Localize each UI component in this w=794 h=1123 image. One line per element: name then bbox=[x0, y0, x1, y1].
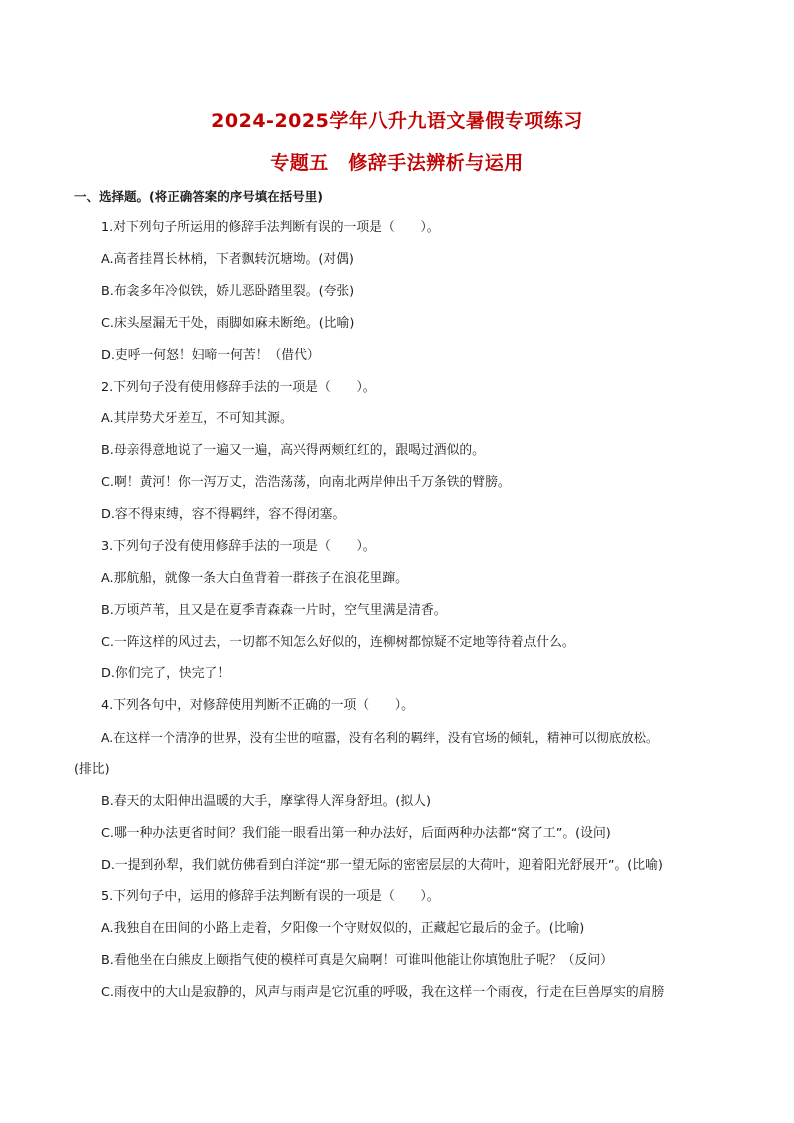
question-4-option-d: D.一提到孙犁，我们就仿佛看到白洋淀“那一望无际的密密层层的大荷叶，迎着阳光舒展开”。(比喻) bbox=[101, 858, 663, 873]
question-5-option-a: A.我独自在田间的小路上走着，夕阳像一个守财奴似的，正藏起它最后的金子。(比喻) bbox=[101, 921, 585, 936]
question-4-option-a: A.在这样一个清净的世界，没有尘世的喧嚣，没有名利的羁绊，没有官场的倾轧，精神可以彻底放松。 bbox=[101, 730, 659, 745]
question-5-option-c: C.雨夜中的大山是寂静的，风声与雨声是它沉重的呼吸，我在这样一个雨夜，行走在巨兽厚实的肩膀 bbox=[101, 985, 665, 1000]
page-subtitle: 专题五 修辞手法辨析与运用 bbox=[270, 152, 524, 174]
question-5-option-b: B.看他坐在白熊皮上颐指气使的模样可真是欠扁啊！可谁叫他能让你填饱肚子呢？（反问） bbox=[101, 953, 613, 968]
question-4-option-b: B.春天的太阳伸出温暖的大手，摩挲得人浑身舒坦。(拟人) bbox=[101, 794, 431, 809]
question-1: 1.对下列句子所运用的修辞手法判断有误的一项是（ ）。 bbox=[101, 220, 440, 235]
question-3: 3.下列句子没有使用修辞手法的一项是（ ）。 bbox=[101, 539, 376, 554]
page-title: 2024-2025学年八升九语文暑假专项练习 bbox=[211, 110, 583, 132]
question-1-option-d: D.吏呼一何怒！妇啼一何苦！（借代） bbox=[101, 348, 320, 363]
question-4: 4.下列各句中，对修辞使用判断不正确的一项（ ）。 bbox=[101, 698, 414, 713]
question-3-option-a: A.那航船，就像一条大白鱼背着一群孩子在浪花里蹿。 bbox=[101, 571, 408, 586]
question-4-option-a-continued: (排比) bbox=[74, 762, 110, 777]
question-3-option-b: B.万顷芦苇，且又是在夏季青森森一片时，空气里满是清香。 bbox=[101, 603, 447, 618]
question-4-option-c: C.哪一种办法更省时间？我们能一眼看出第一种办法好，后面两种办法都“窝了工”。(设问) bbox=[101, 826, 611, 841]
question-1-option-b: B.布衾多年冷似铁，娇儿恶卧踏里裂。(夸张) bbox=[101, 284, 355, 299]
question-3-option-d: D.你们完了，快完了！ bbox=[101, 666, 231, 681]
question-1-option-a: A.高者挂罥长林梢，下者飘转沉塘坳。(对偶) bbox=[101, 252, 354, 267]
question-2-option-c: C.啊！黄河！你一泻万丈，浩浩荡荡，向南北两岸伸出千万条铁的臂膀。 bbox=[101, 475, 511, 490]
section-heading: 一、选择题。(将正确答案的序号填在括号里) bbox=[74, 189, 323, 204]
question-2: 2.下列句子没有使用修辞手法的一项是（ ）。 bbox=[101, 380, 376, 395]
question-2-option-a: A.其岸势犬牙差互，不可知其源。 bbox=[101, 411, 293, 426]
question-2-option-d: D.容不得束缚，容不得羁绊，容不得闭塞。 bbox=[101, 507, 346, 522]
question-5: 5.下列句子中，运用的修辞手法判断有误的一项是（ ）。 bbox=[101, 889, 440, 904]
question-2-option-b: B.母亲得意地说了一遍又一遍，高兴得两颊红红的，跟喝过酒似的。 bbox=[101, 443, 485, 458]
question-1-option-c: C.床头屋漏无干处，雨脚如麻未断绝。(比喻) bbox=[101, 316, 355, 331]
question-3-option-c: C.一阵这样的风过去，一切都不知怎么好似的，连柳树都惊疑不定地等待着点什么。 bbox=[101, 635, 575, 650]
